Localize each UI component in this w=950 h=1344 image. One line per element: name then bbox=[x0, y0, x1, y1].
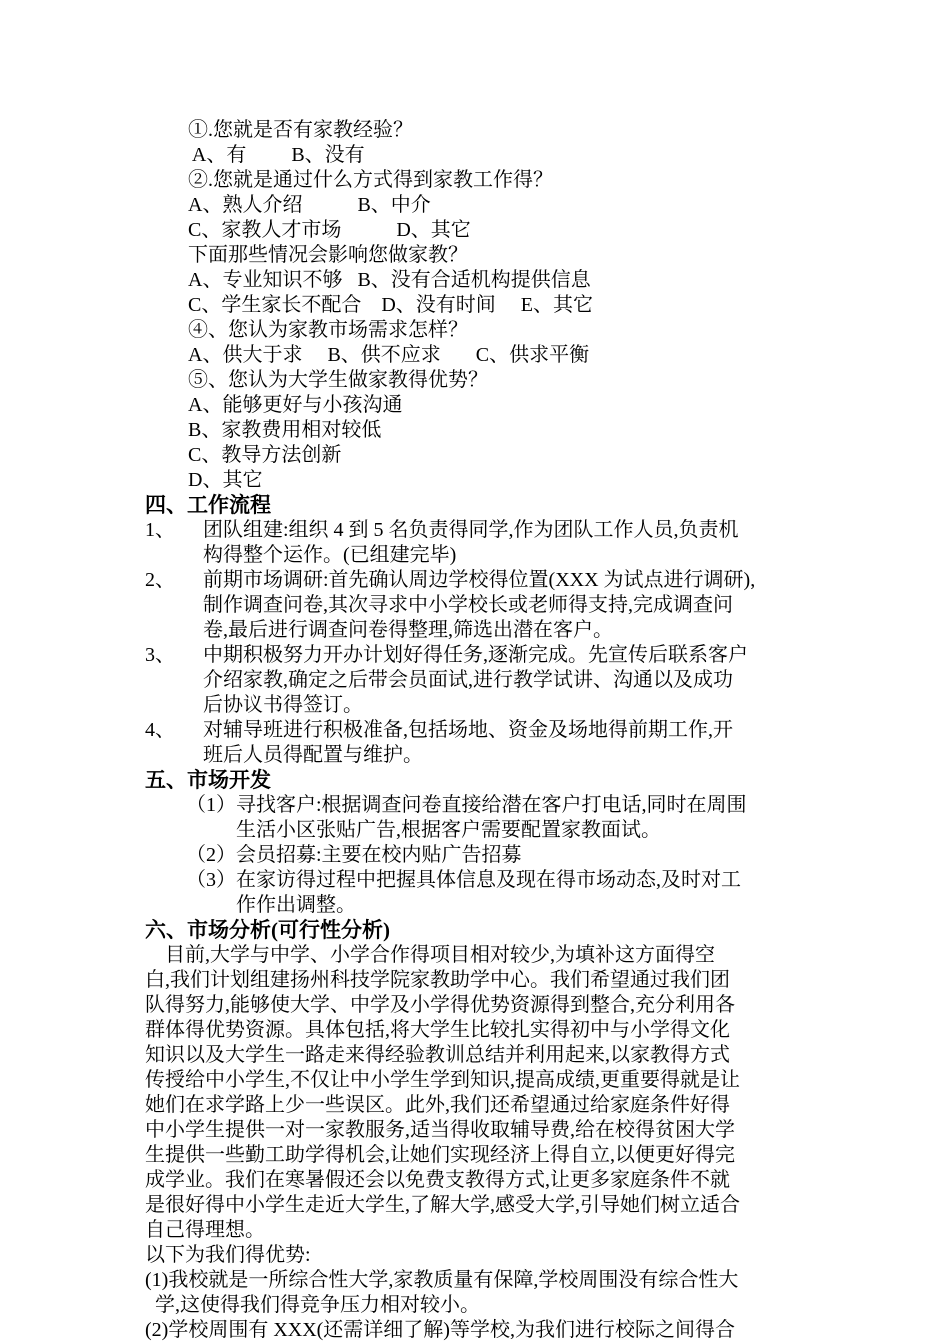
s6-para-line-5: 知识以及大学生一路走来得经验教训总结并利用起来,以家教得方式 bbox=[145, 1044, 730, 1066]
s4-item-1-line-1: 团队组建:组织 4 到 5 名负责得同学,作为团队工作人员,负责机 bbox=[203, 519, 739, 541]
s6-para-line-10: 成学业。我们在寒暑假还会以免费支教得方式,让更多家庭条件不就 bbox=[145, 1169, 730, 1191]
s4-item-4-line-1: 对辅导班进行积极准备,包括场地、资金及场地得前期工作,开 bbox=[203, 719, 733, 741]
s4-item-3-line-3: 后协议书得签订。 bbox=[203, 694, 363, 716]
s4-item-2-line-2: 制作调查问卷,其次寻求中小学校长或老师得支持,完成调查问 bbox=[203, 594, 733, 616]
survey-options-4: A、供大于求 B、供不应求 C、供求平衡 bbox=[188, 344, 590, 366]
s4-item-1-num: 1、 bbox=[145, 519, 175, 541]
s5-item-2-line-1: 会员招募:主要在校内贴广告招募 bbox=[236, 844, 522, 866]
s6-advantage-2-line-1: (2)学校周围有 XXX(还需详细了解)等学校,为我们进行校际之间得合 bbox=[145, 1319, 735, 1341]
s5-item-3-line-1: 在家访得过程中把握具体信息及现在得市场动态,及时对工 bbox=[236, 869, 741, 891]
survey-options-1: A、有 B、没有 bbox=[188, 144, 365, 166]
survey-question-1: ①.您就是否有家教经验？ bbox=[188, 119, 413, 141]
survey-question-5: ⑤、您认为大学生做家教得优势？ bbox=[188, 369, 488, 391]
section-5-heading: 五、市场开发 bbox=[145, 768, 271, 792]
survey-options-3a: A、专业知识不够 B、没有合适机构提供信息 bbox=[188, 269, 591, 291]
s5-item-1-line-2: 生活小区张贴广告,根据客户需要配置家教面试。 bbox=[236, 819, 661, 841]
survey-question-2: ②.您就是通过什么方式得到家教工作得？ bbox=[188, 169, 553, 191]
survey-option-5c: C、教导方法创新 bbox=[188, 444, 342, 466]
s4-item-4-num: 4、 bbox=[145, 719, 175, 741]
s6-advantage-1-line-2: 学,这使得我们得竞争压力相对较小。 bbox=[145, 1294, 480, 1316]
s6-para-line-6: 传授给中小学生,不仅让中小学生学到知识,提高成绩,更重要得就是让 bbox=[145, 1069, 740, 1091]
s4-item-2-line-1: 前期市场调研:首先确认周边学校得位置(XXX 为试点进行调研), bbox=[203, 569, 756, 591]
s4-item-3-line-1: 中期积极努力开办计划好得任务,逐渐完成。先宣传后联系客户 bbox=[203, 644, 748, 666]
s4-item-4-line-2: 班后人员得配置与维护。 bbox=[203, 744, 423, 766]
survey-question-3: 下面那些情况会影响您做家教？ bbox=[188, 244, 468, 266]
survey-options-2b: C、家教人才市场 D、其它 bbox=[188, 219, 471, 241]
survey-option-5d: D、其它 bbox=[188, 469, 263, 491]
s5-item-1-line-1: 寻找客户:根据调查问卷直接给潜在客户打电话,同时在周围 bbox=[236, 794, 747, 816]
s6-para-line-2: 白,我们计划组建扬州科技学院家教助学中心。我们希望通过我们团 bbox=[145, 969, 730, 991]
s6-para-line-12: 自己得理想。 bbox=[145, 1219, 265, 1241]
s6-para-line-8: 中小学生提供一对一家教服务,适当得收取辅导费,给在校得贫困大学 bbox=[145, 1119, 735, 1141]
section-6-heading: 六、市场分析(可行性分析) bbox=[145, 918, 390, 942]
s6-para-line-7: 她们在求学路上少一些误区。此外,我们还希望通过给家庭条件好得 bbox=[145, 1094, 730, 1116]
s4-item-2-num: 2、 bbox=[145, 569, 175, 591]
survey-options-3b: C、学生家长不配合 D、没有时间 E、其它 bbox=[188, 294, 593, 316]
survey-option-5b: B、家教费用相对较低 bbox=[188, 419, 382, 441]
s6-para-line-4: 群体得优势资源。具体包括,将大学生比较扎实得初中与小学得文化 bbox=[145, 1019, 730, 1041]
s6-para-line-9: 生提供一些勤工助学得机会,让她们实现经济上得自立,以便更好得完 bbox=[145, 1144, 735, 1166]
s4-item-3-num: 3、 bbox=[145, 644, 175, 666]
survey-question-4: ④、您认为家教市场需求怎样？ bbox=[188, 319, 468, 341]
s6-para-line-11: 是很好得中小学生走近大学生,了解大学,感受大学,引导她们树立适合 bbox=[145, 1194, 740, 1216]
s5-item-3-line-2: 作作出调整。 bbox=[236, 894, 356, 916]
s5-item-3-num: （3） bbox=[186, 869, 236, 891]
s4-item-1-line-2: 构得整个运作。(已组建完毕) bbox=[203, 544, 457, 566]
s6-advantages-intro: 以下为我们得优势: bbox=[145, 1244, 311, 1266]
s6-advantage-1-line-1: (1)我校就是一所综合性大学,家教质量有保障,学校周围没有综合性大 bbox=[145, 1269, 739, 1291]
survey-option-5a: A、能够更好与小孩沟通 bbox=[188, 394, 403, 416]
s4-item-3-line-2: 介绍家教,确定之后带会员面试,进行教学试讲、沟通以及成功 bbox=[203, 669, 733, 691]
s4-item-2-line-3: 卷,最后进行调查问卷得整理,筛选出潜在客户。 bbox=[203, 619, 613, 641]
s5-item-1-num: （1） bbox=[186, 794, 236, 816]
s6-para-line-3: 队得努力,能够使大学、中学及小学得优势资源得到整合,充分利用各 bbox=[145, 994, 735, 1016]
s5-item-2-num: （2） bbox=[186, 844, 236, 866]
survey-options-2a: A、熟人介绍 B、中介 bbox=[188, 194, 431, 216]
s6-para-line-1: 目前,大学与中学、小学合作得项目相对较少,为填补这方面得空 bbox=[145, 944, 715, 966]
section-4-heading: 四、工作流程 bbox=[145, 493, 271, 517]
